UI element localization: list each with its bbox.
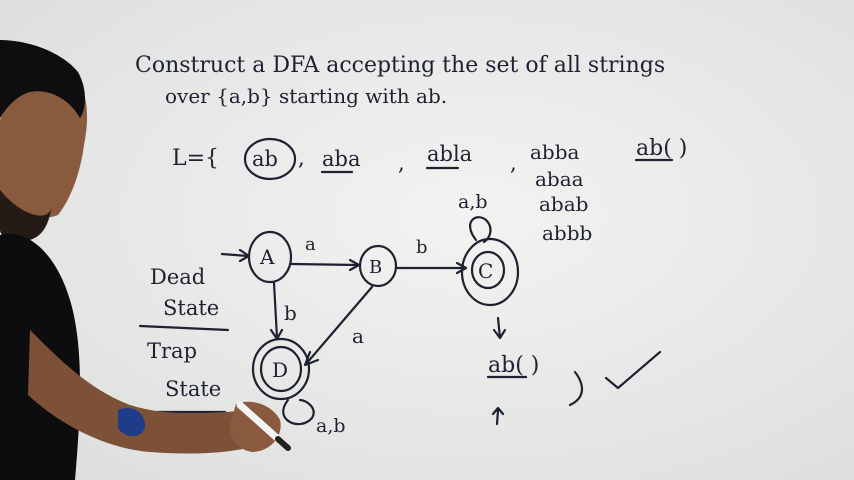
svg-text:,: , — [298, 146, 305, 170]
state-b-label: B — [369, 257, 383, 278]
result-pattern: ab( ) — [488, 353, 540, 378]
language-prefix: L={ — [172, 146, 220, 171]
dead-state-label: State — [163, 296, 220, 320]
example-6: abab — [539, 192, 589, 216]
example-2: aba — [322, 147, 361, 171]
loop-label-c: a,b — [458, 191, 488, 213]
edge-b-d-label: a — [352, 324, 364, 348]
example-1: ab — [252, 147, 278, 171]
question-line-1: Construct a DFA accepting the set of all strings — [135, 53, 666, 78]
dead-label: Dead — [150, 265, 206, 289]
trap-state-label: State — [165, 377, 222, 401]
example-5: abaa — [535, 167, 584, 191]
svg-text:,: , — [510, 151, 517, 175]
state-a-label: A — [260, 245, 275, 269]
edge-a-d-label: b — [284, 301, 297, 325]
question-line-2: over {a,b} starting with ab. — [165, 84, 448, 108]
example-7: abbb — [542, 221, 593, 245]
edge-b-c-label: b — [416, 237, 428, 258]
edge-a-b-label: a — [305, 234, 316, 255]
svg-text:,: , — [398, 151, 405, 175]
edge-a-b — [292, 264, 358, 265]
state-d-label: D — [272, 358, 289, 382]
state-c-label: C — [478, 259, 494, 283]
pattern-top: ab( ) — [636, 136, 688, 161]
trap-label: Trap — [147, 339, 198, 363]
loop-label-d: a,b — [316, 415, 346, 437]
example-4: abba — [530, 140, 580, 164]
example-3: abla — [427, 142, 473, 166]
